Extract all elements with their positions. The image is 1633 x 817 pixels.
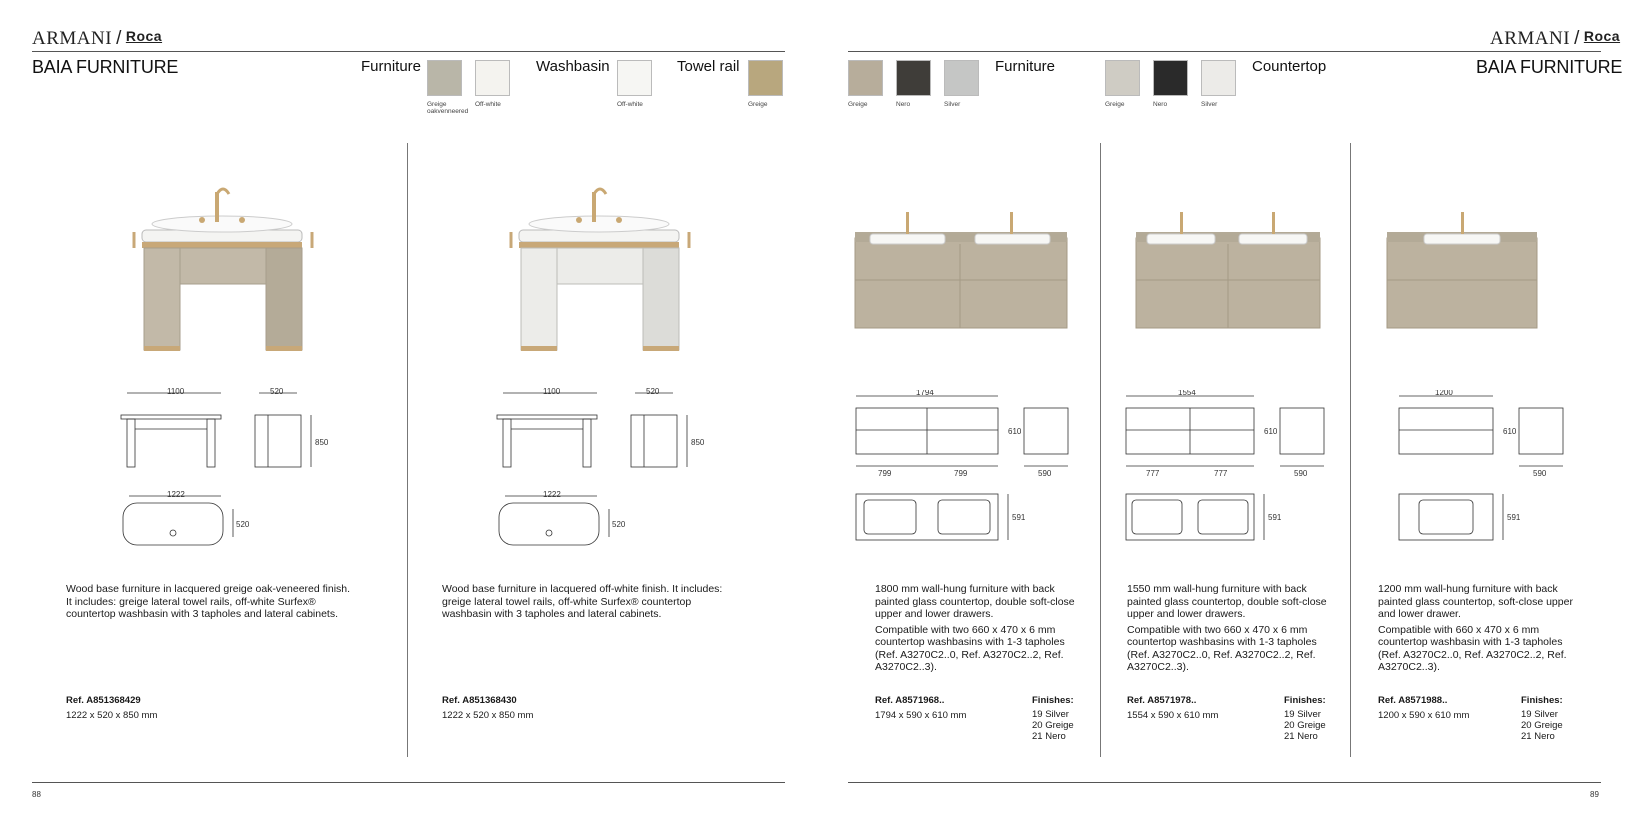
swatch-off-white-washbasin [617,60,652,96]
group-label-furniture-right: Furniture [995,58,1056,75]
finish-item: 21 Nero [1032,731,1066,742]
technical-drawing-1550 [1120,390,1350,550]
group-label-countertop: Countertop [1252,58,1327,75]
product-size: 1794 x 590 x 610 mm [875,710,967,721]
page-number-right: 89 [1590,790,1599,799]
finishes-label: Finishes: [1032,695,1074,706]
finish-item: 20 Greige [1521,720,1563,731]
dim-depth-label: 590 [1038,469,1052,478]
technical-drawing-1800 [850,390,1080,550]
header-rule-right [848,51,1601,52]
finishes-list [1032,695,1074,742]
product-description: Wood base furniture in lacquered off-white finish. It includes: greige lateral towel rails, off-white Surfex® countertop washbasin with 3 tapholes and lateral cabinets. [442,583,723,620]
header-rule-left [32,51,785,52]
product-ref: Ref. A851368429 [66,695,141,706]
product-description [875,583,1085,677]
swatch-label: Off-white [475,101,501,108]
product-ref: Ref. A8571988.. [1378,695,1448,706]
roca-wordmark: Roca [1583,28,1621,44]
dim-top-depth-label: 520 [236,520,250,529]
armani-wordmark: ARMANI [32,28,113,49]
product-description [1378,583,1588,677]
dim-width-label: 1200 [1435,390,1453,397]
swatch-label: Nero [896,101,911,108]
dim-half-b-label: 777 [1214,469,1228,478]
column-divider [1100,143,1101,757]
swatch-label: Silver [944,101,961,108]
brand-separator: / [116,28,122,49]
swatch-greige-countertop [1105,60,1140,96]
product-image-1200-vanity [1384,212,1544,342]
finish-item: 19 Silver [1521,709,1558,720]
dim-top-depth-label: 520 [612,520,626,529]
dim-width-label: 1100 [167,387,185,396]
brand-logo-left [32,28,162,50]
finishes-label: Finishes: [1521,695,1563,706]
finish-item: 21 Nero [1521,731,1555,742]
finishes-list [1521,695,1563,742]
column-divider [1350,143,1351,757]
swatch-label: Greige oakvenneered [427,101,469,115]
page-number-left: 88 [32,790,41,799]
dim-top-width-label: 1222 [167,490,185,499]
product-image-greige-console [130,180,320,360]
product-description [1127,583,1337,677]
swatch-silver-furniture [944,60,979,96]
dim-width-label: 1100 [543,387,561,396]
finish-item: 19 Silver [1032,709,1069,720]
dim-height-label: 610 [1503,427,1517,436]
product-ref: Ref. A851368430 [442,695,517,706]
dim-plan-depth-label: 591 [1012,513,1026,522]
description-line-2: Compatible with 660 x 470 x 6 mm countertop washbasin with 1-3 tapholes (Ref. A3270C2..0, Ref. A3270C2..2, Ref. A3270C2..3). [1378,623,1567,673]
dim-plan-depth-label: 591 [1507,513,1521,522]
dim-height-label: 850 [691,438,705,447]
swatch-silver-countertop [1201,60,1236,96]
finish-item: 21 Nero [1284,731,1318,742]
finishes-list [1284,695,1326,742]
finish-item: 19 Silver [1284,709,1321,720]
description-line-2: Compatible with two 660 x 470 x 6 mm countertop washbasins with 1-3 tapholes (Ref. A3270C2..0, Ref. A3270C2..2, Ref. A3270C2..3). [875,623,1065,673]
swatch-nero-countertop [1153,60,1188,96]
dim-depth-label: 520 [646,387,660,396]
swatch-label: Greige [748,101,768,108]
dim-depth-label: 520 [270,387,284,396]
brand-logo-right [1490,28,1620,50]
dim-half-a-label: 777 [1146,469,1160,478]
swatch-nero-furniture [896,60,931,96]
technical-drawing-console-2 [491,385,711,560]
footer-rule-right [848,782,1601,783]
technical-drawing-1200 [1393,390,1593,550]
dim-width-label: 1794 [916,390,934,397]
roca-wordmark: Roca [125,28,163,44]
product-size: 1222 x 520 x 850 mm [66,710,158,721]
dim-depth-label: 590 [1533,469,1547,478]
group-label-furniture-left: Furniture [361,58,422,75]
swatch-greige-towel-rail [748,60,783,96]
finish-item: 20 Greige [1284,720,1326,731]
finish-item: 20 Greige [1032,720,1074,731]
product-size: 1554 x 590 x 610 mm [1127,710,1219,721]
dim-depth-label: 590 [1294,469,1308,478]
group-label-washbasin: Washbasin [536,58,610,75]
swatch-greige-oak [427,60,462,96]
column-divider [407,143,408,757]
footer-rule-left [32,782,785,783]
dim-height-label: 850 [315,438,329,447]
console-greige-body [134,189,312,351]
product-ref: Ref. A8571968.. [875,695,945,706]
page-title-right: BAIA FURNITURE [1476,57,1623,77]
product-size: 1200 x 590 x 610 mm [1378,710,1470,721]
product-description: Wood base furniture in lacquered greige oak-veneered finish. It includes: greige lateral towel rails, off-white Surfex® countertop washbasin with 3 tapholes and lateral cabinets. [66,583,351,620]
description-line-1: 1800 mm wall-hung furniture with back painted glass countertop, double soft-close upper and lower drawers. [875,583,1075,620]
swatch-off-white-furniture [475,60,510,96]
product-image-offwhite-console [507,180,697,360]
description-line-2: Compatible with two 660 x 470 x 6 mm countertop washbasins with 1-3 tapholes (Ref. A3270C2..0, Ref. A3270C2..2, Ref. A3270C2..3). [1127,623,1317,673]
group-label-towel-rail: Towel rail [677,58,740,75]
brand-separator: / [1574,28,1580,49]
dim-height-label: 610 [1264,427,1278,436]
dim-width-label: 1554 [1178,390,1196,397]
dim-top-width-label: 1222 [543,490,561,499]
dim-half-a-label: 799 [878,469,892,478]
page-title-left: BAIA FURNITURE [32,57,179,77]
dim-half-b-label: 799 [954,469,968,478]
product-image-1800-vanity [852,210,1072,340]
dim-plan-depth-label: 591 [1268,513,1282,522]
technical-drawing-console-1 [115,385,335,560]
product-size: 1222 x 520 x 850 mm [442,710,534,721]
swatch-label: Silver [1201,101,1218,108]
console-offwhite-body [511,189,689,351]
swatch-greige-furniture [848,60,883,96]
product-image-1550-vanity [1133,210,1323,340]
armani-wordmark: ARMANI [1490,28,1571,49]
swatch-label: Off-white [617,101,643,108]
swatch-label: Nero [1153,101,1168,108]
swatch-label: Greige [848,101,868,108]
product-ref: Ref. A8571978.. [1127,695,1197,706]
description-line-1: 1200 mm wall-hung furniture with back painted glass countertop, soft-close upper and lower drawer. [1378,583,1573,620]
dim-height-label: 610 [1008,427,1022,436]
description-line-1: 1550 mm wall-hung furniture with back painted glass countertop, double soft-close upper and lower drawers. [1127,583,1327,620]
swatch-label: Greige [1105,101,1125,108]
finishes-label: Finishes: [1284,695,1326,706]
